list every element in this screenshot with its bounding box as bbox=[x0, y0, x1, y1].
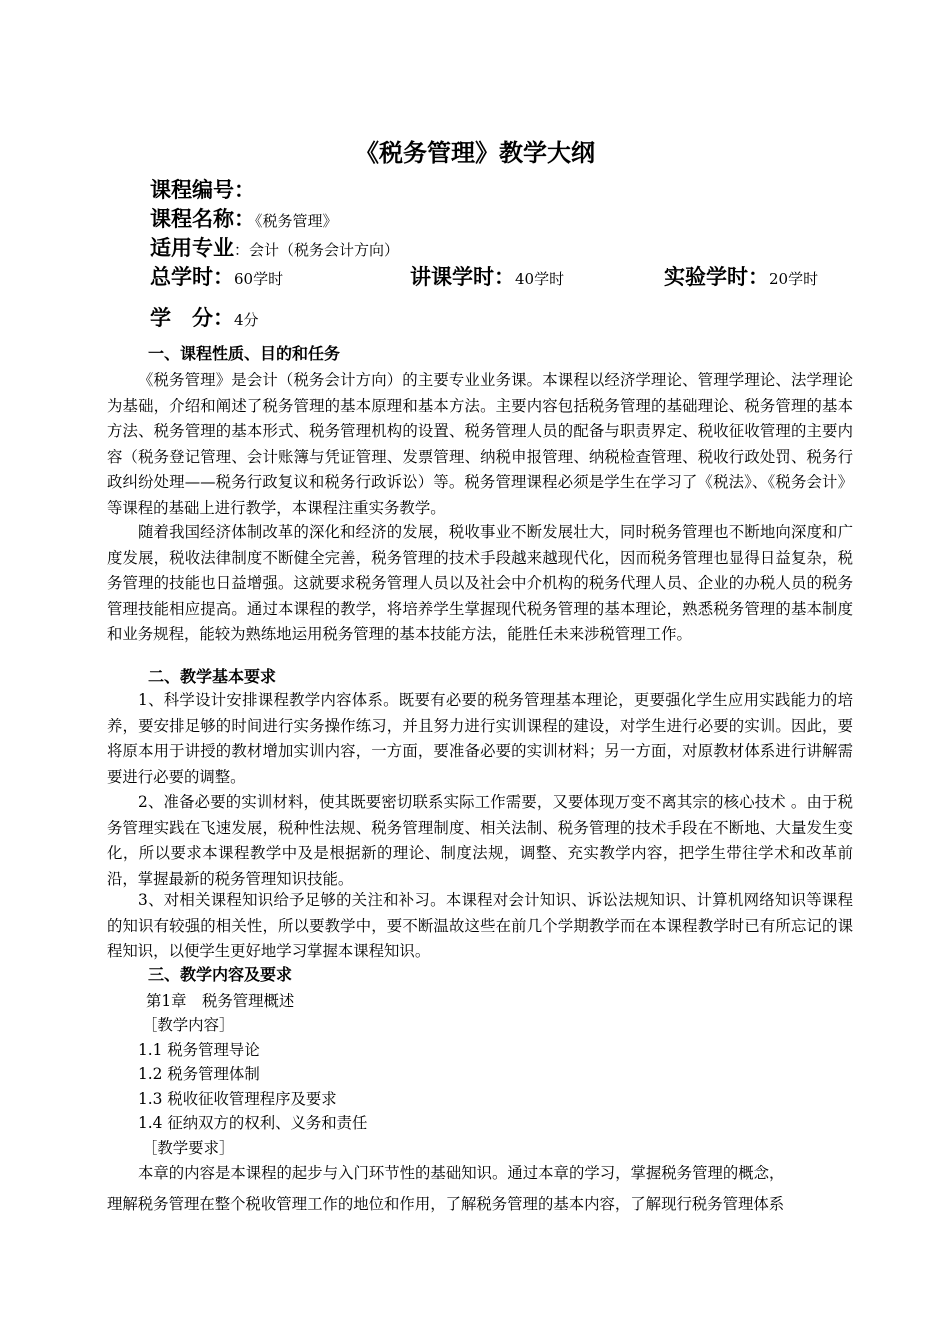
major-row bbox=[150, 234, 399, 264]
lecture-hours bbox=[410, 263, 564, 293]
course-code-label: 课程编号： bbox=[150, 178, 255, 202]
lab-hours-label: 实验学时： bbox=[664, 265, 769, 289]
list-item: 1.2 税务管理体制 bbox=[138, 1065, 260, 1083]
teaching-content-label: ［教学内容］ bbox=[142, 1016, 235, 1034]
lecture-hours-label: 讲课学时： bbox=[410, 265, 515, 289]
list-item: 1.3 税收征收管理程序及要求 bbox=[138, 1090, 337, 1108]
total-hours-label: 总学时： bbox=[150, 265, 234, 289]
chapter-1-title: 第1章 税务管理概述 bbox=[146, 992, 295, 1010]
list-item: 1.4 征纳双方的权利、义务和责任 bbox=[138, 1114, 368, 1132]
requirements-line-2: 理解税务管理在整个税收管理工作的地位和作用，了解税务管理的基本内容，了解现行税务管理体系 bbox=[107, 1195, 785, 1213]
credit-row bbox=[150, 304, 259, 334]
lab-hours-value: 20学时 bbox=[769, 270, 819, 288]
lecture-hours-value: 40学时 bbox=[515, 270, 565, 288]
document-title: 《税务管理》教学大纲 bbox=[355, 139, 595, 167]
major-label: 适用专业 bbox=[150, 236, 234, 260]
requirements-line-1: 本章的内容是本课程的起步与入门环节性的基础知识。通过本章的学习，掌握税务管理的概念， bbox=[138, 1164, 785, 1182]
section-2-paragraph-2: 2、准备必要的实训材料，使其既要密切联系实际工作需要，又要体现万变不离其宗的核心技术 。由于税务管理实践在飞速发展，税种性法规、税务管理制度、相关法制、税务管理的技术手段在不断地、大量发生变化，所以要求本课程教学中及是根据新的理论、制度法规，调整、充实教学内容，把学生带往学术和改革前沿，掌握最新的税务管理知识技能。 bbox=[107, 793, 853, 888]
section-1-paragraph-2: 随着我国经济体制改革的深化和经济的发展，税收事业不断发展壮大，同时税务管理也不断地向深度和广度发展，税收法律制度不断健全完善，税务管理的技术手段越来越现代化，因而税务管理也显得日益复杂，税务管理的技能也日益增强。这就要求税务管理人员以及社会中介机构的税务代理人员、企业的办税人员的税务管理技能相应提高。通过本课程的教学，将培养学生掌握现代税务管理的基本理论，熟悉税务管理的基本制度和业务规程，能较为熟练地运用税务管理的基本技能方法，能胜任未来涉税管理工作。 bbox=[107, 523, 853, 644]
course-name-label: 课程名称： bbox=[150, 207, 255, 231]
total-hours bbox=[150, 263, 283, 293]
credit-value: 4分 bbox=[234, 311, 259, 329]
section-3-heading: 三、教学内容及要求 bbox=[148, 965, 293, 984]
teaching-requirements-label: ［教学要求］ bbox=[142, 1139, 235, 1157]
course-code-row bbox=[150, 176, 255, 206]
credit-label: 学 分： bbox=[150, 306, 234, 330]
list-item: 1.1 税务管理导论 bbox=[138, 1041, 260, 1059]
major-value: ：会计（税务会计方向） bbox=[234, 241, 400, 259]
section-2-paragraph-3: 3、对相关课程知识给予足够的关注和补习。本课程对会计知识、诉讼法规知识、计算机网络知识等课程的知识有较强的相关性，所以要教学中，要不断温故这些在前几个学期教学而在本课程教学时已有所忘记的课程知识，以便学生更好地学习掌握本课程知识。 bbox=[107, 891, 853, 961]
course-name-value: 《税务管理》 bbox=[255, 212, 338, 230]
section-1-heading: 一、课程性质、目的和任务 bbox=[148, 344, 341, 363]
section-2-paragraph-1: 1、科学设计安排课程教学内容体系。既要有必要的税务管理基本理论，更要强化学生应用实践能力的培养，要安排足够的时间进行实务操作练习，并且努力进行实训课程的建设，对学生进行必要的实训。因此，要将原本用于讲授的教材增加实训内容，一方面，要准备必要的实训材料；另一方面，对原教材体系进行讲解需要进行必要的调整。 bbox=[107, 691, 853, 786]
section-1-paragraph-1: 《税务管理》是会计（税务会计方向）的主要专业业务课。本课程以经济学理论、管理学理论、法学理论为基础，介绍和阐述了税务管理的基本原理和基本方法。主要内容包括税务管理的基础理论、税务管理的基本方法、税务管理的基本形式、税务管理机构的设置、税务管理人员的配备与职责界定、税收征收管理的主要内容（税务登记管理、会计账簿与凭证管理、发票管理、纳税申报管理、纳税检查管理、税收行政处罚、税务行政纠纷处理——税务行政复议和税务行政诉讼）等。税务管理课程必须是学生在学习了《税法》、《税务会计》等课程的基础上进行教学，本课程注重实务教学。 bbox=[107, 371, 853, 517]
total-hours-value: 60学时 bbox=[234, 270, 284, 288]
lab-hours bbox=[664, 263, 818, 293]
course-name-row bbox=[150, 205, 338, 235]
section-2-heading: 二、教学基本要求 bbox=[148, 667, 277, 686]
